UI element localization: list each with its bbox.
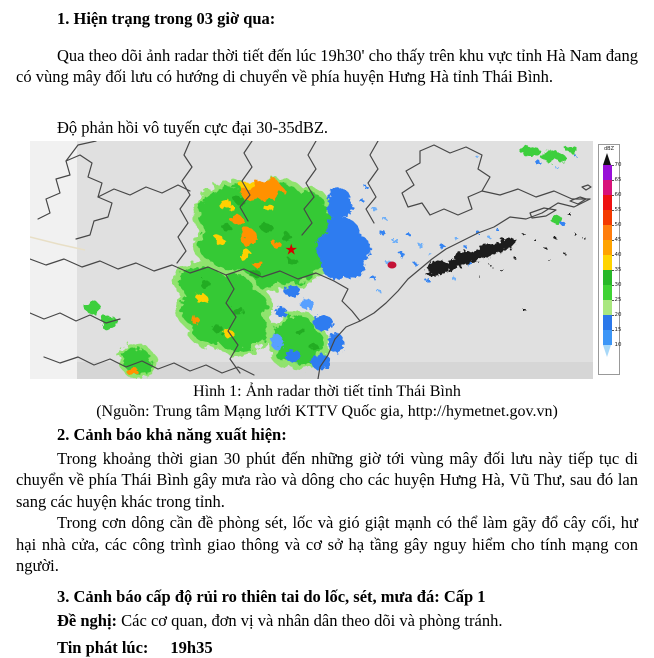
- reflectivity-paragraph: Độ phản hồi vô tuyến cực đại 30-35dBZ.: [16, 117, 638, 139]
- radar-star-marker-icon: ★: [285, 241, 298, 259]
- figure-caption: Hình 1: Ảnh radar thời tiết tỉnh Thái Bình: [16, 382, 638, 402]
- section2-paragraph1: Trong khoảng thời gian 30 phút đến những giờ tới vùng mây đối lưu này tiếp tục di chuyển về phía Thái Bình gây mưa rào và dông cho các huyện Hưng Hà, Vũ Thư, sau đó lan sang các huyện khác trong tỉnh.: [16, 448, 638, 513]
- section2-paragraph2: Trong cơn dông cần đề phòng sét, lốc và gió giật mạnh có thể làm gãy đổ cây cối, hư hại nhà cửa, các công trình giao thông và cơ sở hạ tầng gây nguy hiểm cho tính mạng con người.: [16, 512, 638, 577]
- request-label: Đề nghị:: [57, 611, 117, 630]
- colorbar-unit-label: dBZ: [599, 146, 619, 153]
- request-line: [16, 610, 638, 632]
- radar-colorbar-segments: [599, 165, 619, 357]
- colorbar-segment: 25: [603, 300, 612, 315]
- map-left-lighter-region: [30, 141, 77, 379]
- figure-source: (Nguồn: Trung tâm Mạng lưới KTTV Quốc gia, http://hymetnet.gov.vn): [16, 402, 638, 422]
- section1-heading: 1. Hiện trạng trong 03 giờ qua:: [16, 8, 638, 30]
- colorbar-segment: 20: [603, 315, 612, 330]
- issued-label: Tin phát lúc:: [57, 638, 148, 657]
- colorbar-segment: 60: [603, 195, 612, 210]
- section2-heading: 2. Cảnh báo khả năng xuất hiện:: [16, 424, 638, 446]
- section1-paragraph: Qua theo dõi ảnh radar thời tiết đến lúc 19h30' cho thấy trên khu vực tỉnh Hà Nam đang có vùng mây đối lưu có hướng di chuyển về phía huyện Hưng Hà tỉnh Thái Bình.: [16, 45, 638, 88]
- colorbar-segment: 15: [603, 330, 612, 345]
- radar-figure: [30, 141, 620, 379]
- section3-heading: 3. Cảnh báo cấp độ rủi ro thiên tai do lốc, sét, mưa đá: Cấp 1: [16, 586, 638, 608]
- colorbar-bottom-arrow: 10: [603, 345, 611, 357]
- colorbar-segment: 50: [603, 225, 612, 240]
- colorbar-segment: 35: [603, 270, 612, 285]
- radar-map-image: [30, 141, 593, 379]
- request-text: Các cơ quan, đơn vị và nhân dân theo dõi và phòng tránh.: [121, 611, 502, 630]
- colorbar-segment: 45: [603, 240, 612, 255]
- colorbar-top-arrow: [603, 153, 611, 165]
- colorbar-segment: 40: [603, 255, 612, 270]
- location-dot-marker-icon: [388, 262, 397, 269]
- colorbar-segment: 70: [603, 165, 612, 180]
- colorbar-segment: 30: [603, 285, 612, 300]
- issued-line: [16, 637, 638, 658]
- colorbar-segment: 55: [603, 210, 612, 225]
- radar-colorbar: [598, 144, 620, 375]
- colorbar-segment: 65: [603, 180, 612, 195]
- issued-time: 19h35: [170, 638, 212, 657]
